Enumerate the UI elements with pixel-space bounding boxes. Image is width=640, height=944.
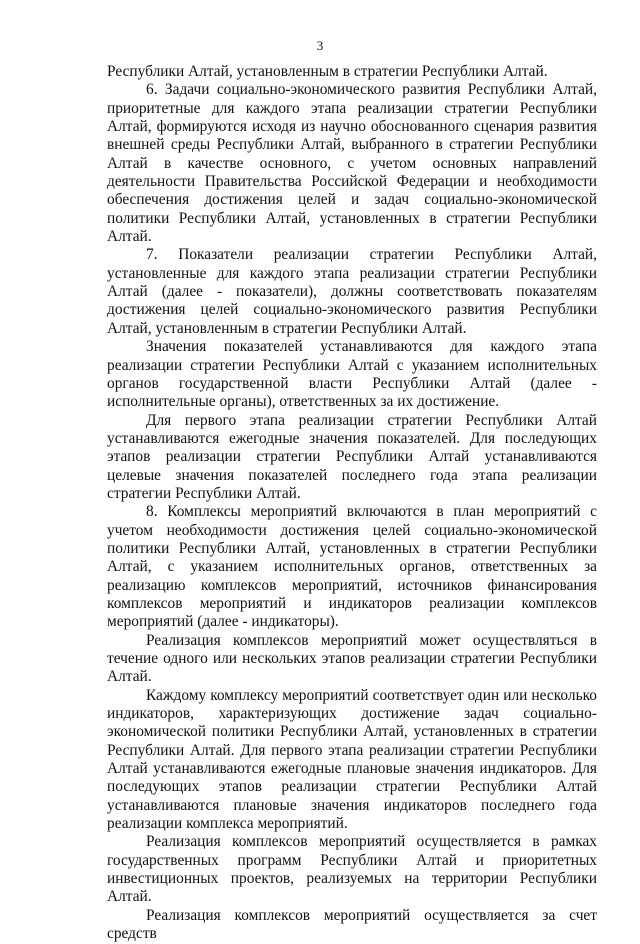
paragraph-indicator-values: Значения показателей устанавливаются для каждого этапа реализации стратегии Республики Алтай с указанием исполнительных органов государственной власти Республики Алтай (далее - исполнительные органы), ответственных за их достижение. bbox=[107, 338, 597, 411]
paragraph-indicators: Каждому комплексу мероприятий соответствует один или несколько индикаторов, характеризующих достижение задач социально-экономической политики Республики Алтай, установленных в стратегии Республики Алтай. Для первого этапа реализации стратегии Республики Алтай устанавливаются ежегодные плановые значения индикаторов. Для последующих этапов реализации стратегии Республики Алтай устанавливаются плановые значения индикаторов последнего года реализации комплекса мероприятий. bbox=[107, 686, 597, 833]
paragraph-item-7: 7. Показатели реализации стратегии Республики Алтай, установленные для каждого этапа реализации стратегии Республики Алтай (далее - показатели), должны соответствовать показателям достижения целей социально-экономического развития Республики Алтай, установленным в стратегии Республики Алтай. bbox=[107, 246, 597, 337]
paragraph-continuation: Республики Алтай, установленным в стратегии Республики Алтай. bbox=[107, 63, 548, 80]
paragraph-item-8: 8. Комплексы мероприятий включаются в план мероприятий с учетом необходимости достижения целей социально-экономической политики Республики Алтай, установленных в стратегии Республики Алтай, с указанием исполнительных органов, ответственных за реализацию комплексов мероприятий, источников финансирования комплексов мероприятий и индикаторов реализации комплексов мероприятий (далее - индикаторы). bbox=[107, 503, 597, 631]
document-body bbox=[107, 63, 597, 944]
paragraph-funding: Реализация комплексов мероприятий осуществляется за счет средств bbox=[107, 906, 597, 943]
paragraph-item-6: 6. Задачи социально-экономического развития Республики Алтай, приоритетные для каждого этапа реализации стратегии Республики Алтай, формируются исходя из научно обоснованного сценария развития внешней среды Республики Алтай, выбранного в стратегии Республики Алтай в качестве основного, с учетом основных направлений деятельности Правительства Российской Федерации и необходимости обеспечения достижения целей и задач социально-экономической политики Республики Алтай, установленных в стратегии Республики Алтай. bbox=[107, 81, 597, 246]
paragraph-implementation-period: Реализация комплексов мероприятий может осуществляться в течение одного или нескольких этапов реализации стратегии Республики Алтай. bbox=[107, 631, 597, 686]
paragraph-first-stage: Для первого этапа реализации стратегии Республики Алтай устанавливаются ежегодные значения показателей. Для последующих этапов реализации стратегии Республики Алтай устанавливаются целевые значения показателей последнего года этапа реализации стратегии Республики Алтай. bbox=[107, 411, 597, 502]
paragraph-state-programs: Реализация комплексов мероприятий осуществляется в рамках государственных программ Республики Алтай и приоритетных инвестиционных проектов, реализуемых на территории Республики Алтай. bbox=[107, 833, 597, 906]
page-number: 3 bbox=[316, 38, 324, 53]
